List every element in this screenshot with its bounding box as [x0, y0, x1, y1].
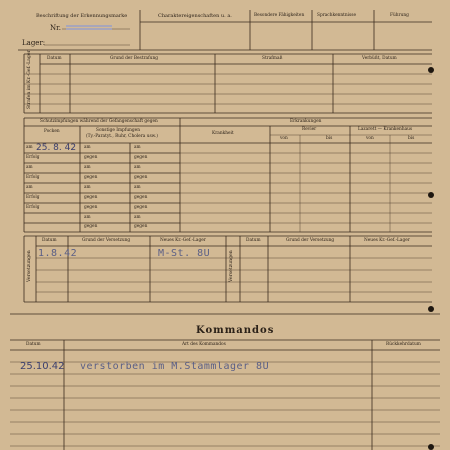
pocken-header: Pocken [44, 129, 60, 134]
gegen-label-1: gegen [84, 155, 98, 160]
sonstige-am-label-4: am [134, 165, 141, 170]
gegen-label-3: gegen [84, 175, 98, 180]
neues-lager-header-left: Neues Kr.-Gef.-Lager [160, 238, 206, 243]
lazarett-header: Lazarett — Krankenhaus [358, 127, 413, 132]
sonstige-am-label-8: am [134, 215, 141, 220]
pocken-am-label-3: am [26, 185, 33, 190]
strafmass-header: Strafmaß [262, 56, 283, 61]
sprachkenntnisse-header: Sprachkenntnisse [317, 13, 356, 18]
kommando-datum-header: Datum [26, 342, 41, 347]
punch-hole-1 [428, 67, 434, 73]
lazarett-bis-header: bis [408, 136, 415, 141]
erkennungsmarke-header: Beschriftung der Erkennungsmarke [36, 13, 128, 19]
gegen-label-4: gegen [134, 175, 148, 180]
erfolg-label-2: Erfolg [26, 175, 40, 180]
versetzungen-side-label-right: Versetzungen [229, 250, 234, 282]
kommando-entry-stamp: verstorben im M.Stammlager 8U [80, 361, 270, 372]
gegen-label-6: gegen [134, 195, 148, 200]
pocken-am-label: am [26, 145, 33, 150]
versetzungen-side-label-left: Versetzungen [27, 250, 32, 282]
strafen-grund-header: Grund der Bestrafung [110, 56, 158, 61]
sonstige-am-label-5: am [84, 185, 91, 190]
sonstige-am-label-7: am [84, 215, 91, 220]
erfolg-label-4: Erfolg [26, 205, 40, 210]
erfolg-label-1: Erfolg [26, 155, 40, 160]
kommando-date-handwritten: 25.10.42 [20, 361, 65, 372]
sonstige-am-label-6: am [134, 185, 141, 190]
revier-header: Revier [302, 127, 317, 132]
versetzung-lager-stamp: M-St. 8U [158, 248, 211, 259]
fuehrung-header: Führung [390, 13, 409, 18]
neues-lager-header-right: Neues Kr.-Gef.-Lager [364, 238, 410, 243]
verbuesst-header: Verbüßt, Datum [362, 56, 397, 61]
revier-von-header: von [280, 136, 288, 141]
gegen-label-8: gegen [134, 205, 148, 210]
charaktereigenschaften-header: Charaktereigenschaften u. a. [158, 13, 232, 19]
punch-hole-4 [428, 444, 434, 450]
erkrankungen-title: Erkrankungen [290, 119, 322, 124]
sonstige-am-label-2: am [134, 145, 141, 150]
versetzung-datum-header-left: Datum [42, 238, 57, 243]
impfung-date-handwritten: 25. 8. 42 [36, 143, 77, 153]
revier-bis-header: bis [326, 136, 333, 141]
kommando-art-header: Art des Kommandos [182, 342, 226, 347]
sonstige-header: Sonstige Impfungen [96, 128, 140, 133]
gegen-label-7: gegen [84, 205, 98, 210]
pocken-am-label-2: am [26, 165, 33, 170]
sonstige-am-label-1: am [84, 145, 91, 150]
gegen-label-5: gegen [84, 195, 98, 200]
lazarett-von-header: von [366, 136, 374, 141]
faehigkeiten-header: Besondere Fähigkeiten [254, 13, 305, 18]
nr-label: Nr. [50, 24, 61, 32]
punch-hole-3 [428, 306, 434, 312]
kommandos-title: Kommandos [196, 325, 275, 336]
gegen-label-10: gegen [134, 224, 148, 229]
versetzung-grund-header-right: Grund der Versetzung [286, 238, 335, 243]
punch-hole-2 [428, 192, 434, 198]
gegen-label-2: gegen [134, 155, 148, 160]
versetzung-grund-header-left: Grund der Versetzung [82, 238, 131, 243]
rueckkehr-header: Rückkehrdatum [386, 342, 421, 347]
krankheit-header: Krankheit [212, 131, 234, 136]
erfolg-label-3: Erfolg [26, 195, 40, 200]
versetzung-datum-header-right: Datum [246, 238, 261, 243]
versetzung-date-stamp: 1.8.42 [38, 248, 78, 259]
sonstige-sub-header: (Ty.-Paratyt., Ruhr, Cholera usw.) [86, 134, 158, 139]
sonstige-am-label-3: am [84, 165, 91, 170]
gegen-label-9: gegen [84, 224, 98, 229]
strafen-side-label: Strafen im Kr.-Gef.-Lager [27, 50, 32, 109]
impfungen-title: Schutzimpfungen während der Gefangenschaft gegen [40, 119, 158, 124]
strafen-datum-header: Datum [47, 56, 62, 61]
lager-label: Lager: [22, 39, 46, 47]
